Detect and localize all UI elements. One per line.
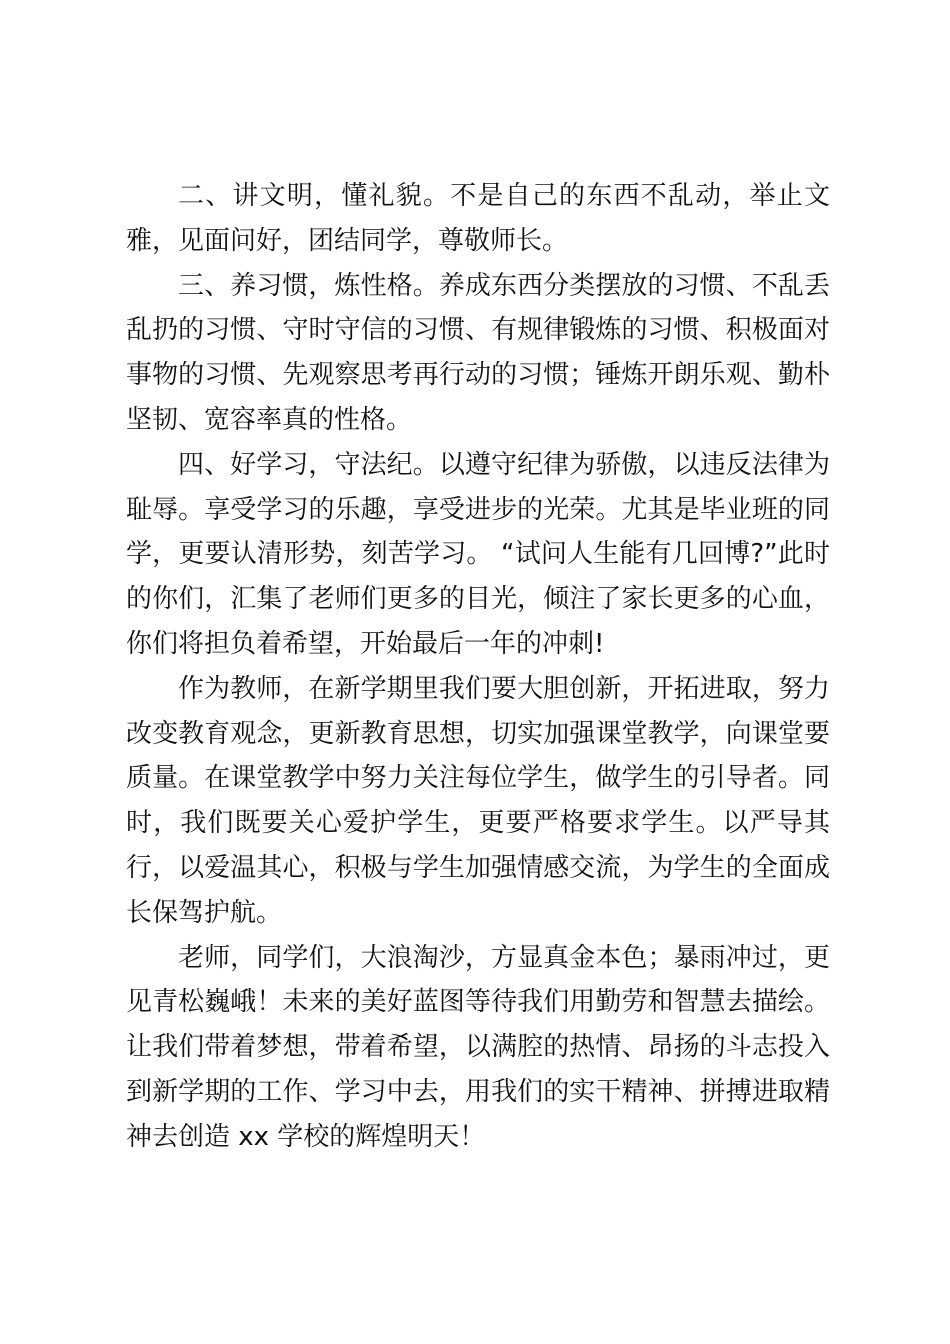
paragraph-study-discipline: 四、好学习，守法纪。以遵守纪律为骄傲，以违反法律为耻辱。享受学习的乐趣，享受进步的光荣。尤其是毕业班的同学，更要认清形势，刻苦学习。 “试问人生能有几回博?”此时的你们，汇集了老师们更多的目光，倾注了家长更多的心血，你们将担负着希望，开始最后一年的冲刺! xyxy=(126,449,830,659)
paragraph-courtesy: 二、讲文明，懂礼貌。不是自己的东西不乱动，举止文雅，见面问好，团结同学，尊敬师长。 xyxy=(126,181,830,256)
paragraph-teachers: 作为教师，在新学期里我们要大胆创新，开拓进取，努力改变教育观念，更新教育思想，切实加强课堂教学，向课堂要质量。在课堂教学中努力关注每位学生，做学生的引导者。同时，我们既要关心爱护学生，更要严格要求学生。以严导其行，以爱温其心，积极与学生加强情感交流，为学生的全面成长保驾护航。 xyxy=(126,673,830,928)
paragraph-closing: 老师，同学们，大浪淘沙，方显真金本色；暴雨冲过，更见青松巍峨！未来的美好蓝图等待我们用勤劳和智慧去描绘。让我们带着梦想，带着希望，以满腔的热情、昂扬的斗志投入到新学期的工作、学习中去，用我们的实干精神、拼搏进取精神去创造 xx 学校的辉煌明天！ xyxy=(126,942,830,1152)
paragraph-habits: 三、养习惯，炼性格。养成东西分类摆放的习惯、不乱丢乱扔的习惯、守时守信的习惯、有规律锻炼的习惯、积极面对事物的习惯、先观察思考再行动的习惯；锤炼开朗乐观、勤朴坚韧、宽容率真的性格。 xyxy=(126,270,830,435)
document-body xyxy=(126,174,830,1160)
